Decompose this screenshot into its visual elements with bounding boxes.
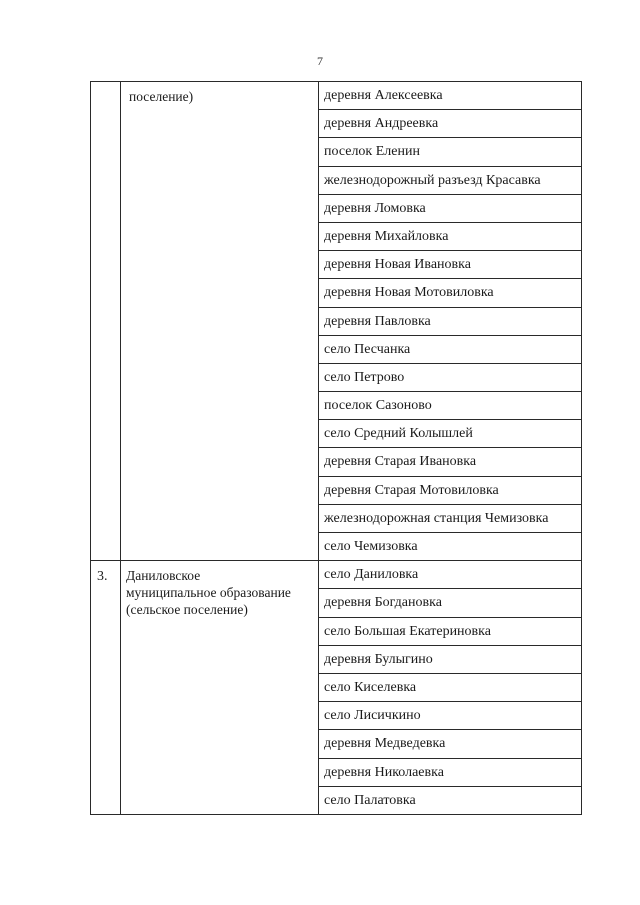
municipality-name-line: поселение) [129,89,194,104]
settlement-name: поселок Еленин [319,138,582,166]
settlement-name: поселок Сазоново [319,392,582,420]
settlement-name: деревня Николаевка [319,758,582,786]
settlement-name: деревня Алексеевка [319,82,582,110]
settlement-name: село Большая Екатериновка [319,617,582,645]
settlement-name: деревня Ломовка [319,194,582,222]
municipality-name-line: (сельское поселение) [126,602,248,618]
municipality-name-line: Даниловское [126,568,201,584]
row-number-cell [91,82,121,561]
municipality-name-line: муниципальное образование [126,585,291,601]
settlement-name: деревня Андреевка [319,110,582,138]
settlement-name: деревня Павловка [319,307,582,335]
settlement-name: деревня Старая Мотовиловка [319,476,582,504]
table-row [91,82,582,110]
settlement-name: село Петрово [319,363,582,391]
settlement-name: деревня Медведевка [319,730,582,758]
municipality-cell [121,82,319,561]
settlement-name: село Чемизовка [319,533,582,561]
settlement-name: село Даниловка [319,561,582,589]
settlement-name: село Средний Колышлей [319,420,582,448]
settlement-name: железнодорожный разъезд Красавка [319,166,582,194]
settlement-name: деревня Михайловка [319,222,582,250]
settlement-name: деревня Богдановка [319,589,582,617]
settlement-name: село Палатовка [319,786,582,814]
page-number: 7 [317,54,323,68]
row-number-cell: 3. [91,561,121,815]
settlement-name: село Песчанка [319,335,582,363]
settlement-name: деревня Новая Ивановка [319,251,582,279]
table-body [91,82,582,815]
municipality-cell [121,561,319,815]
settlement-name: деревня Старая Ивановка [319,448,582,476]
settlement-name: село Киселевка [319,673,582,701]
table-row [91,561,582,589]
settlement-name: село Лисичкино [319,702,582,730]
settlement-name: железнодорожная станция Чемизовка [319,504,582,532]
settlements-table [90,81,582,815]
settlement-name: деревня Новая Мотовиловка [319,279,582,307]
settlement-name: деревня Булыгино [319,645,582,673]
